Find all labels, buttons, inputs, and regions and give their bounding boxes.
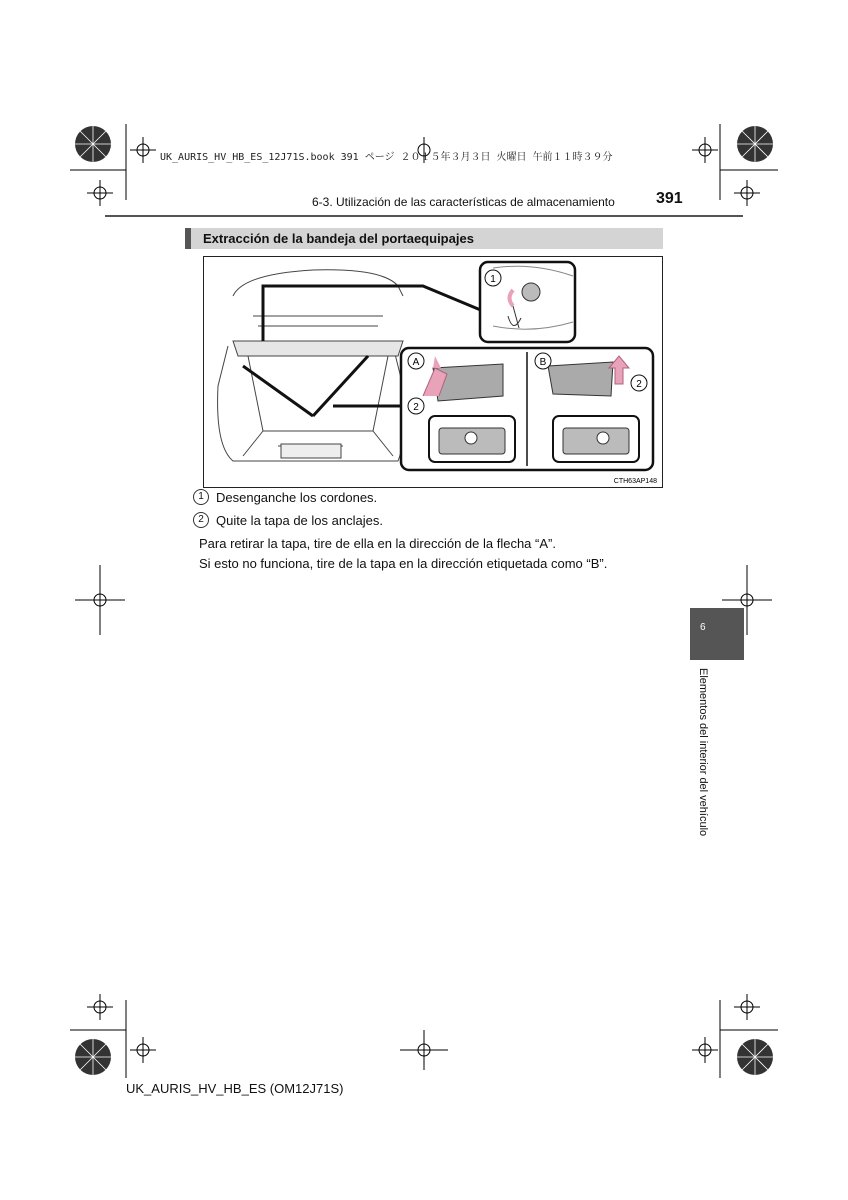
callout-1-label: 1 [490,274,496,285]
section-title: 6-3. Utilización de las características de almacenamiento [312,195,615,209]
chapter-label: Elementos del interior del vehículo [697,668,709,837]
step-1-text: Desenganche los cordones. [216,489,378,505]
footer-code: UK_AURIS_HV_HB_ES (OM12J71S) [126,1081,344,1096]
luggage-tray-figure [203,256,663,488]
step-2 [193,512,383,528]
callout-2a-label: 2 [413,402,419,413]
print-header: UK_AURIS_HV_HB_ES_12J71S.book 391 ページ ２０１５年３月３日 火曜日 午前１１時３９分 [160,152,613,163]
heading-text: Extracción de la bandeja del portaequipajes [203,231,474,246]
note-1: Para retirar la tapa, tire de ella en la dirección de la flecha “A”. [199,536,556,551]
callout-2b-label: 2 [636,379,642,390]
detail-a-b [401,348,653,470]
chapter-number: 6 [700,622,706,633]
step-2-number: 2 [193,512,209,528]
page-number: 391 [656,190,683,207]
label-b: B [539,357,547,368]
step-1-number: 1 [193,489,209,505]
step-2-text: Quite la tapa de los anclajes. [216,512,383,528]
chapter-tab [690,608,744,660]
image-code: CTH63AP148 [613,478,657,485]
note-2: Si esto no funciona, tire de la tapa en la dirección etiquetada como “B”. [199,556,608,571]
step-1 [193,489,377,505]
section-heading [185,228,663,249]
header-rule [105,215,743,217]
label-a: A [412,357,420,368]
